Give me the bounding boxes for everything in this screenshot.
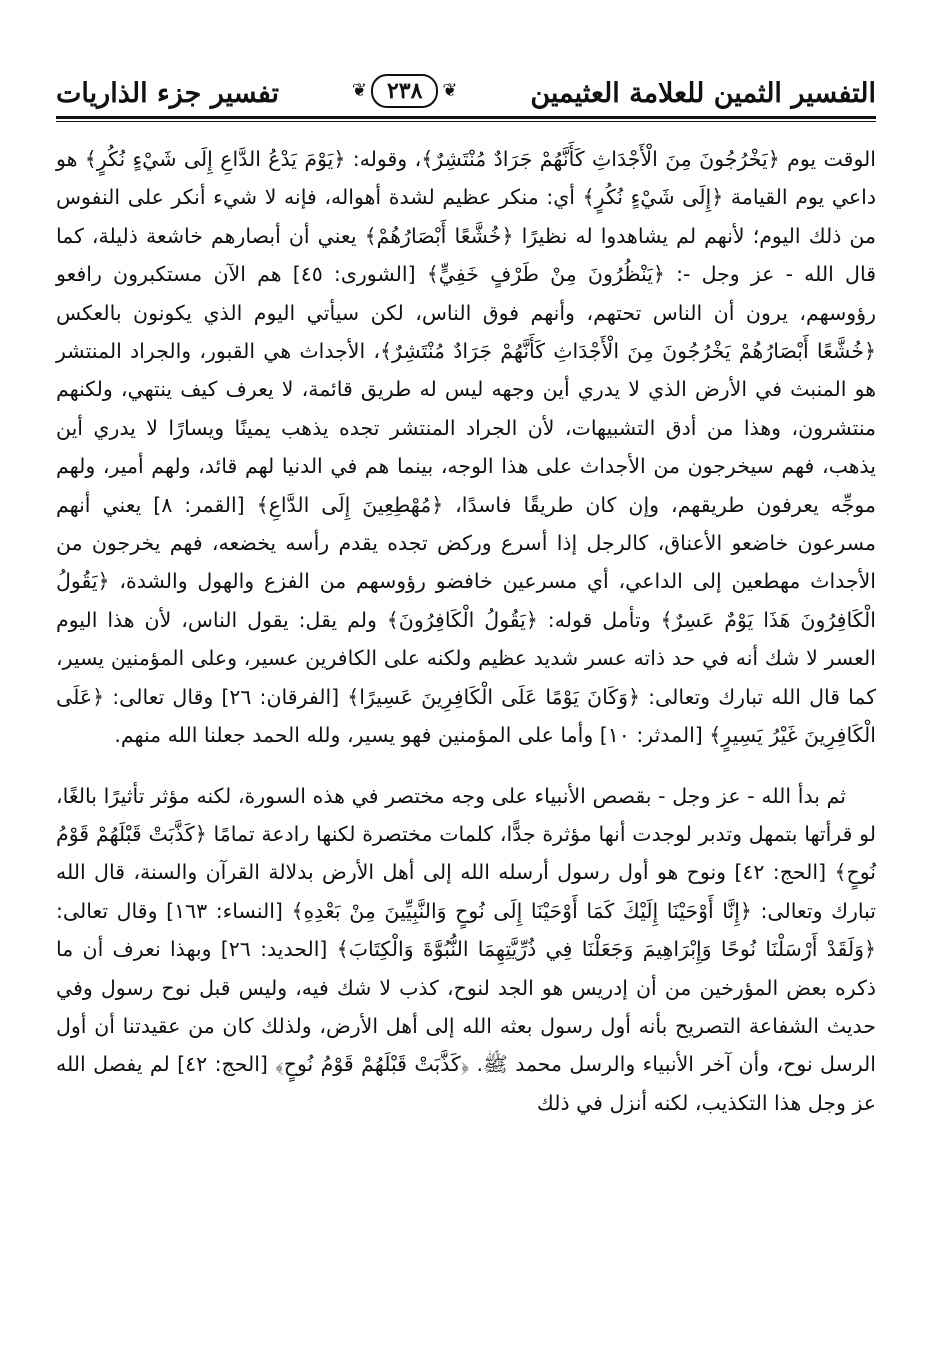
section-title: تفسير جزء الذاريات <box>56 78 280 109</box>
ornament-left-icon: ❦ <box>351 80 367 101</box>
book-title: التفسير الثمين للعلامة العثيمين <box>530 78 876 109</box>
page-number: ٢٣٨ <box>371 74 438 108</box>
page-header <box>56 56 876 114</box>
body-paragraph-1: الوقت يوم ﴿يَخْرُجُونَ مِنَ الْأَجْدَاثِ كَأَنَّهُمْ جَرَادٌ مُنْتَشِرٌ﴾، وقوله: ﴿يَوْمَ يَدْعُ الدَّاعِ إِلَى شَيْءٍ نُكُرٍ﴾ هو داعي يوم القيامة ﴿إِلَى شَيْءٍ نُكُرٍ﴾ أي: منكر عظيم لشدة أهواله، فإنه لا شيء أنكر على النفوس من ذلك اليوم؛ لأنهم لم يشاهدوا له نظيرًا ﴿خُشَّعًا أَبْصَارُهُمْ﴾ يعني أن أبصارهم خاشعة ذليلة، كما قال الله - عز وجل -: ﴿يَنْظُرُونَ مِنْ طَرْفٍ خَفِيٍّ﴾ [الشورى: ٤٥] هم الآن مستكبرون رافعو رؤوسهم، يرون أن الناس تحتهم، وأنهم فوق الناس، لكن سيأتي اليوم الذي يكونون بالعكس ﴿خُشَّعًا أَبْصَارُهُمْ يَخْرُجُونَ مِنَ الْأَجْدَاثِ كَأَنَّهُمْ جَرَادٌ مُنْتَشِرٌ﴾، الأجداث هي القبور، والجراد المنتشر هو المنبث في الأرض الذي لا يدري أين وجهه ليس له طريق قائمة، لا يعرف كيف ينتهي، ولكنهم منتشرون، وهذا من أدق التشبيهات، لأن الجراد المنتشر تجده يذهب يمينًا ويسارًا لا يدري أين يذهب، فهم سيخرجون من الأجداث على هذا الوجه، بينما هم في الدنيا لهم قائد، ولهم أمير، ولهم موجِّه يعرفون طريقهم، وإن كان طريقًا فاسدًا، ﴿مُهْطِعِينَ إِلَى الدَّاعِ﴾ [القمر: ٨] يعني أنهم مسرعون خاضعو الأعناق، كالرجل إذا أسرع وركض تجده يقدم رأسه يخضعه، فهم يخرجون من الأجداث مهطعين إلى الداعي، أي مسرعين خافضو رؤوسهم من الفزع والهول والشدة، ﴿يَقُولُ الْكَافِرُونَ هَذَا يَوْمٌ عَسِرٌ﴾ وتأمل قوله: ﴿يَقُولُ الْكَافِرُونَ﴾ ولم يقل: يقول الناس، لأن هذا اليوم العسر لا شك أنه في حد ذاته عسر شديد عظيم ولكنه على الكافرين عسير، وعلى المؤمنين يسير، كما قال الله تبارك وتعالى: ﴿وَكَانَ يَوْمًا عَلَى الْكَافِرِينَ عَسِيرًا﴾ [الفرقان: ٢٦] وقال تعالى: ﴿عَلَى الْكَافِرِينَ غَيْرُ يَسِيرٍ﴾ [المدثر: ١٠] وأما على المؤمنين فهو يسير، ولله الحمد جعلنا الله منهم. <box>56 147 876 748</box>
page-number-group <box>352 74 458 108</box>
book-page <box>56 56 876 1316</box>
ornament-right-icon: ❦ <box>442 80 458 101</box>
page-body <box>56 140 876 1122</box>
header-divider <box>56 116 876 122</box>
body-paragraph-2: ثم بدأ الله - عز وجل - بقصص الأنبياء على وجه مختصر في هذه السورة، لكنه مؤثر تأثيرًا بالغًا، لو قرأتها بتمهل وتدبر لوجدت أنها مؤثرة جدًّا، كلمات مختصرة لكنها رادعة تمامًا ﴿كَذَّبَتْ قَبْلَهُمْ قَوْمُ نُوحٍ﴾ [الحج: ٤٢] ونوح هو أول رسول أرسله الله إلى أهل الأرض بدلالة القرآن والسنة، قال الله تبارك وتعالى: ﴿إِنَّا أَوْحَيْنَا إِلَيْكَ كَمَا أَوْحَيْنَا إِلَى نُوحٍ وَالنَّبِيِّينَ مِنْ بَعْدِهِ﴾ [النساء: ١٦٣] وقال تعالى: ﴿وَلَقَدْ أَرْسَلْنَا نُوحًا وَإِبْرَاهِيمَ وَجَعَلْنَا فِي ذُرِّيَّتِهِمَا النُّبُوَّةَ وَالْكِتَابَ﴾ [الحديد: ٢٦] وبهذا نعرف أن ما ذكره بعض المؤرخين من أن إدريس هو الجد لنوح، كذب لا شك فيه، وليس قبل نوح رسول وفي حديث الشفاعة التصريح بأنه أول رسول بعثه الله إلى أهل الأرض، ولذلك كان من عقيدتنا أن أول الرسل نوح، وأن آخر الأنبياء والرسل محمد ﷺ. ﴿كَذَّبَتْ قَبْلَهُمْ قَوْمُ نُوحٍ﴾ [الحج: ٤٢] لم يفصل الله عز وجل هذا التكذيب، لكنه أنزل في ذلك <box>56 783 877 1115</box>
